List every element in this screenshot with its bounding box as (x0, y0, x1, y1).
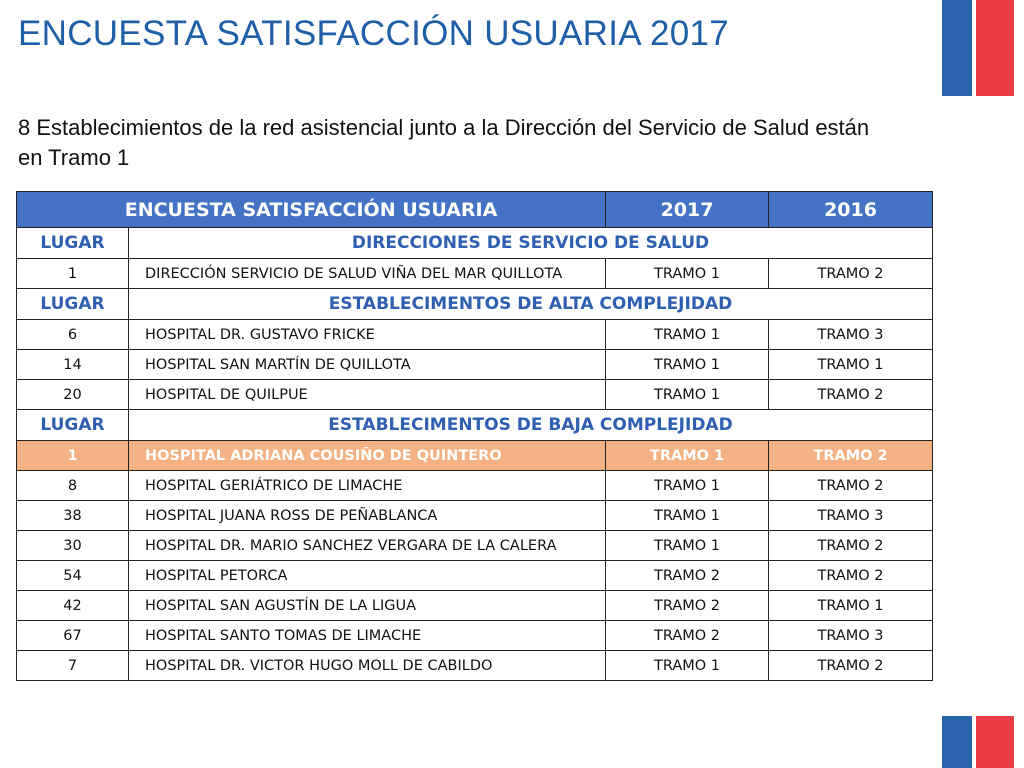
cell-lugar: 54 (17, 561, 129, 591)
flag-blue-stripe (942, 716, 972, 768)
cell-2016: TRAMO 3 (769, 501, 933, 531)
cell-lugar: 14 (17, 350, 129, 380)
satisfaction-table (16, 191, 933, 681)
table-row-highlighted (17, 441, 933, 471)
table-row (17, 591, 933, 621)
cell-2016: TRAMO 2 (769, 441, 933, 471)
cell-2016: TRAMO 2 (769, 380, 933, 410)
cell-2017: TRAMO 1 (606, 259, 769, 289)
cell-2016: TRAMO 3 (769, 320, 933, 350)
table-row (17, 320, 933, 350)
cell-lugar: 42 (17, 591, 129, 621)
cell-lugar: 7 (17, 651, 129, 681)
cell-2017: TRAMO 2 (606, 591, 769, 621)
cell-2017: TRAMO 1 (606, 651, 769, 681)
cell-lugar: 1 (17, 441, 129, 471)
cell-2016: TRAMO 2 (769, 651, 933, 681)
table-row (17, 350, 933, 380)
section-lugar-label: LUGAR (17, 410, 129, 441)
cell-lugar: 38 (17, 501, 129, 531)
corner-flag-bottom (942, 716, 1024, 768)
section-row (17, 289, 933, 320)
cell-2016: TRAMO 1 (769, 591, 933, 621)
cell-2016: TRAMO 2 (769, 531, 933, 561)
cell-lugar: 1 (17, 259, 129, 289)
cell-establishment: HOSPITAL ADRIANA COUSIÑO DE QUINTERO (129, 441, 606, 471)
table-row (17, 531, 933, 561)
cell-2016: TRAMO 2 (769, 561, 933, 591)
cell-2017: TRAMO 2 (606, 561, 769, 591)
cell-2017: TRAMO 1 (606, 380, 769, 410)
cell-establishment: HOSPITAL SANTO TOMAS DE LIMACHE (129, 621, 606, 651)
cell-2017: TRAMO 1 (606, 531, 769, 561)
section-lugar-label: LUGAR (17, 228, 129, 259)
header-survey: ENCUESTA SATISFACCIÓN USUARIA (17, 192, 606, 228)
header-2017: 2017 (606, 192, 769, 228)
cell-lugar: 30 (17, 531, 129, 561)
flag-blue-stripe (942, 0, 972, 96)
cell-2016: TRAMO 2 (769, 471, 933, 501)
cell-2017: TRAMO 1 (606, 350, 769, 380)
header-2016: 2016 (769, 192, 933, 228)
section-row (17, 410, 933, 441)
page-subtitle: 8 Establecimientos de la red asistencial junto a la Dirección del Servicio de Salud están en Tramo 1 (18, 115, 870, 170)
cell-establishment: HOSPITAL SAN MARTÍN DE QUILLOTA (129, 350, 606, 380)
corner-flag-top (942, 0, 1024, 96)
table-header-row (17, 192, 933, 228)
cell-2017: TRAMO 1 (606, 471, 769, 501)
section-title: ESTABLECIMENTOS DE BAJA COMPLEJIDAD (129, 410, 933, 441)
cell-establishment: HOSPITAL DR. GUSTAVO FRICKE (129, 320, 606, 350)
cell-lugar: 20 (17, 380, 129, 410)
flag-red-stripe (976, 0, 1014, 96)
section-title: DIRECCIONES DE SERVICIO DE SALUD (129, 228, 933, 259)
cell-2016: TRAMO 1 (769, 350, 933, 380)
cell-2017: TRAMO 2 (606, 621, 769, 651)
table-row (17, 621, 933, 651)
cell-lugar: 8 (17, 471, 129, 501)
cell-lugar: 67 (17, 621, 129, 651)
section-title: ESTABLECIMENTOS DE ALTA COMPLEJIDAD (129, 289, 933, 320)
cell-2017: TRAMO 1 (606, 320, 769, 350)
cell-establishment: HOSPITAL DR. VICTOR HUGO MOLL DE CABILDO (129, 651, 606, 681)
flag-red-stripe (976, 716, 1014, 768)
table-row (17, 561, 933, 591)
cell-establishment: HOSPITAL DR. MARIO SANCHEZ VERGARA DE LA CALERA (129, 531, 606, 561)
table-row (17, 380, 933, 410)
cell-2017: TRAMO 1 (606, 501, 769, 531)
cell-establishment: HOSPITAL GERIÁTRICO DE LIMACHE (129, 471, 606, 501)
table-row (17, 651, 933, 681)
table-row (17, 471, 933, 501)
table-row (17, 259, 933, 289)
cell-establishment: HOSPITAL SAN AGUSTÍN DE LA LIGUA (129, 591, 606, 621)
cell-lugar: 6 (17, 320, 129, 350)
section-row (17, 228, 933, 259)
cell-establishment: HOSPITAL PETORCA (129, 561, 606, 591)
cell-2016: TRAMO 3 (769, 621, 933, 651)
cell-2016: TRAMO 2 (769, 259, 933, 289)
section-lugar-label: LUGAR (17, 289, 129, 320)
table-row (17, 501, 933, 531)
cell-establishment: HOSPITAL JUANA ROSS DE PEÑABLANCA (129, 501, 606, 531)
cell-establishment: HOSPITAL DE QUILPUE (129, 380, 606, 410)
page-title: ENCUESTA SATISFACCIÓN USUARIA 2017 (18, 14, 730, 53)
cell-establishment: DIRECCIÓN SERVICIO DE SALUD VIÑA DEL MAR QUILLOTA (129, 259, 606, 289)
cell-2017: TRAMO 1 (606, 441, 769, 471)
